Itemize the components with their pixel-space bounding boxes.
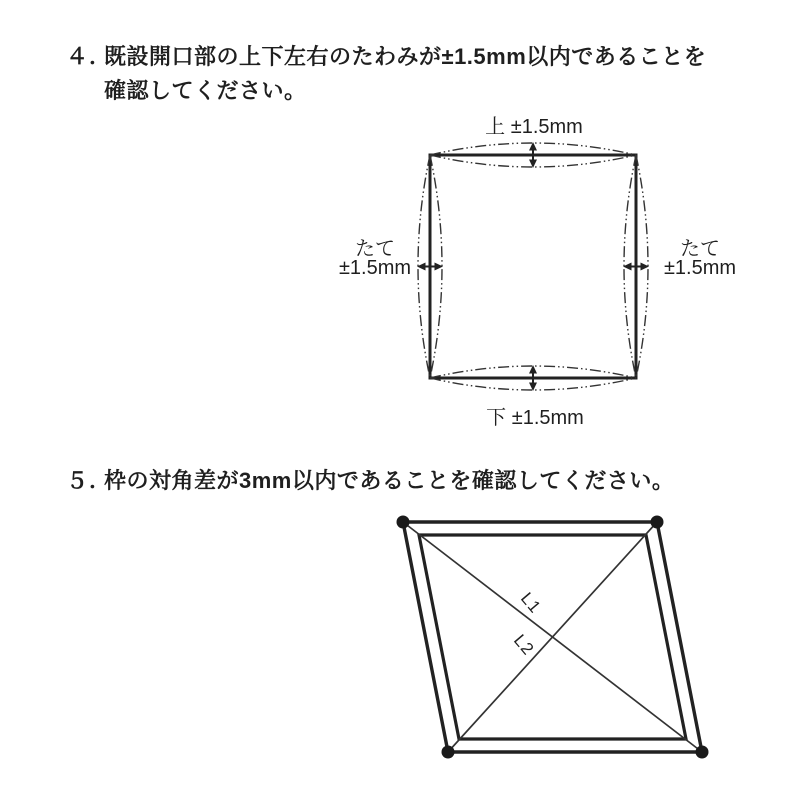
top-tolerance-label: 上 ±1.5mm (485, 116, 583, 138)
bottom-tolerance-label: 下 ±1.5mm (486, 407, 584, 429)
right-tolerance-label-line1: たて (680, 238, 720, 260)
corner-dot-top-left (397, 516, 410, 529)
corner-dot-top-right (651, 516, 664, 529)
step4-text-line2: 確認してください。 (104, 78, 307, 103)
opening-square (430, 155, 636, 378)
left-tolerance-label-line1: たて (355, 238, 395, 260)
corner-dot-bottom-right (696, 746, 709, 759)
frame-diagonal-diagram (380, 500, 720, 780)
diagonal-l2-label: L2 (509, 630, 539, 660)
corner-dot-bottom-left (442, 746, 455, 759)
diagonal-l1-label: L1 (516, 588, 546, 618)
opening-deflection-diagram (320, 100, 760, 440)
right-tolerance-label-line2: ±1.5mm (663, 257, 737, 279)
step5-text: 枠の対角差が3mm以内であることを確認してください。 (104, 468, 675, 493)
step4-number: ４． (66, 44, 113, 69)
diagonal-l2-line (448, 522, 657, 752)
step5-number: ５． (66, 468, 113, 493)
step4-text-line1: 既設開口部の上下左右のたわみが±1.5mm以内であることを (104, 44, 707, 69)
left-tolerance-label-line2: ±1.5mm (338, 257, 412, 279)
